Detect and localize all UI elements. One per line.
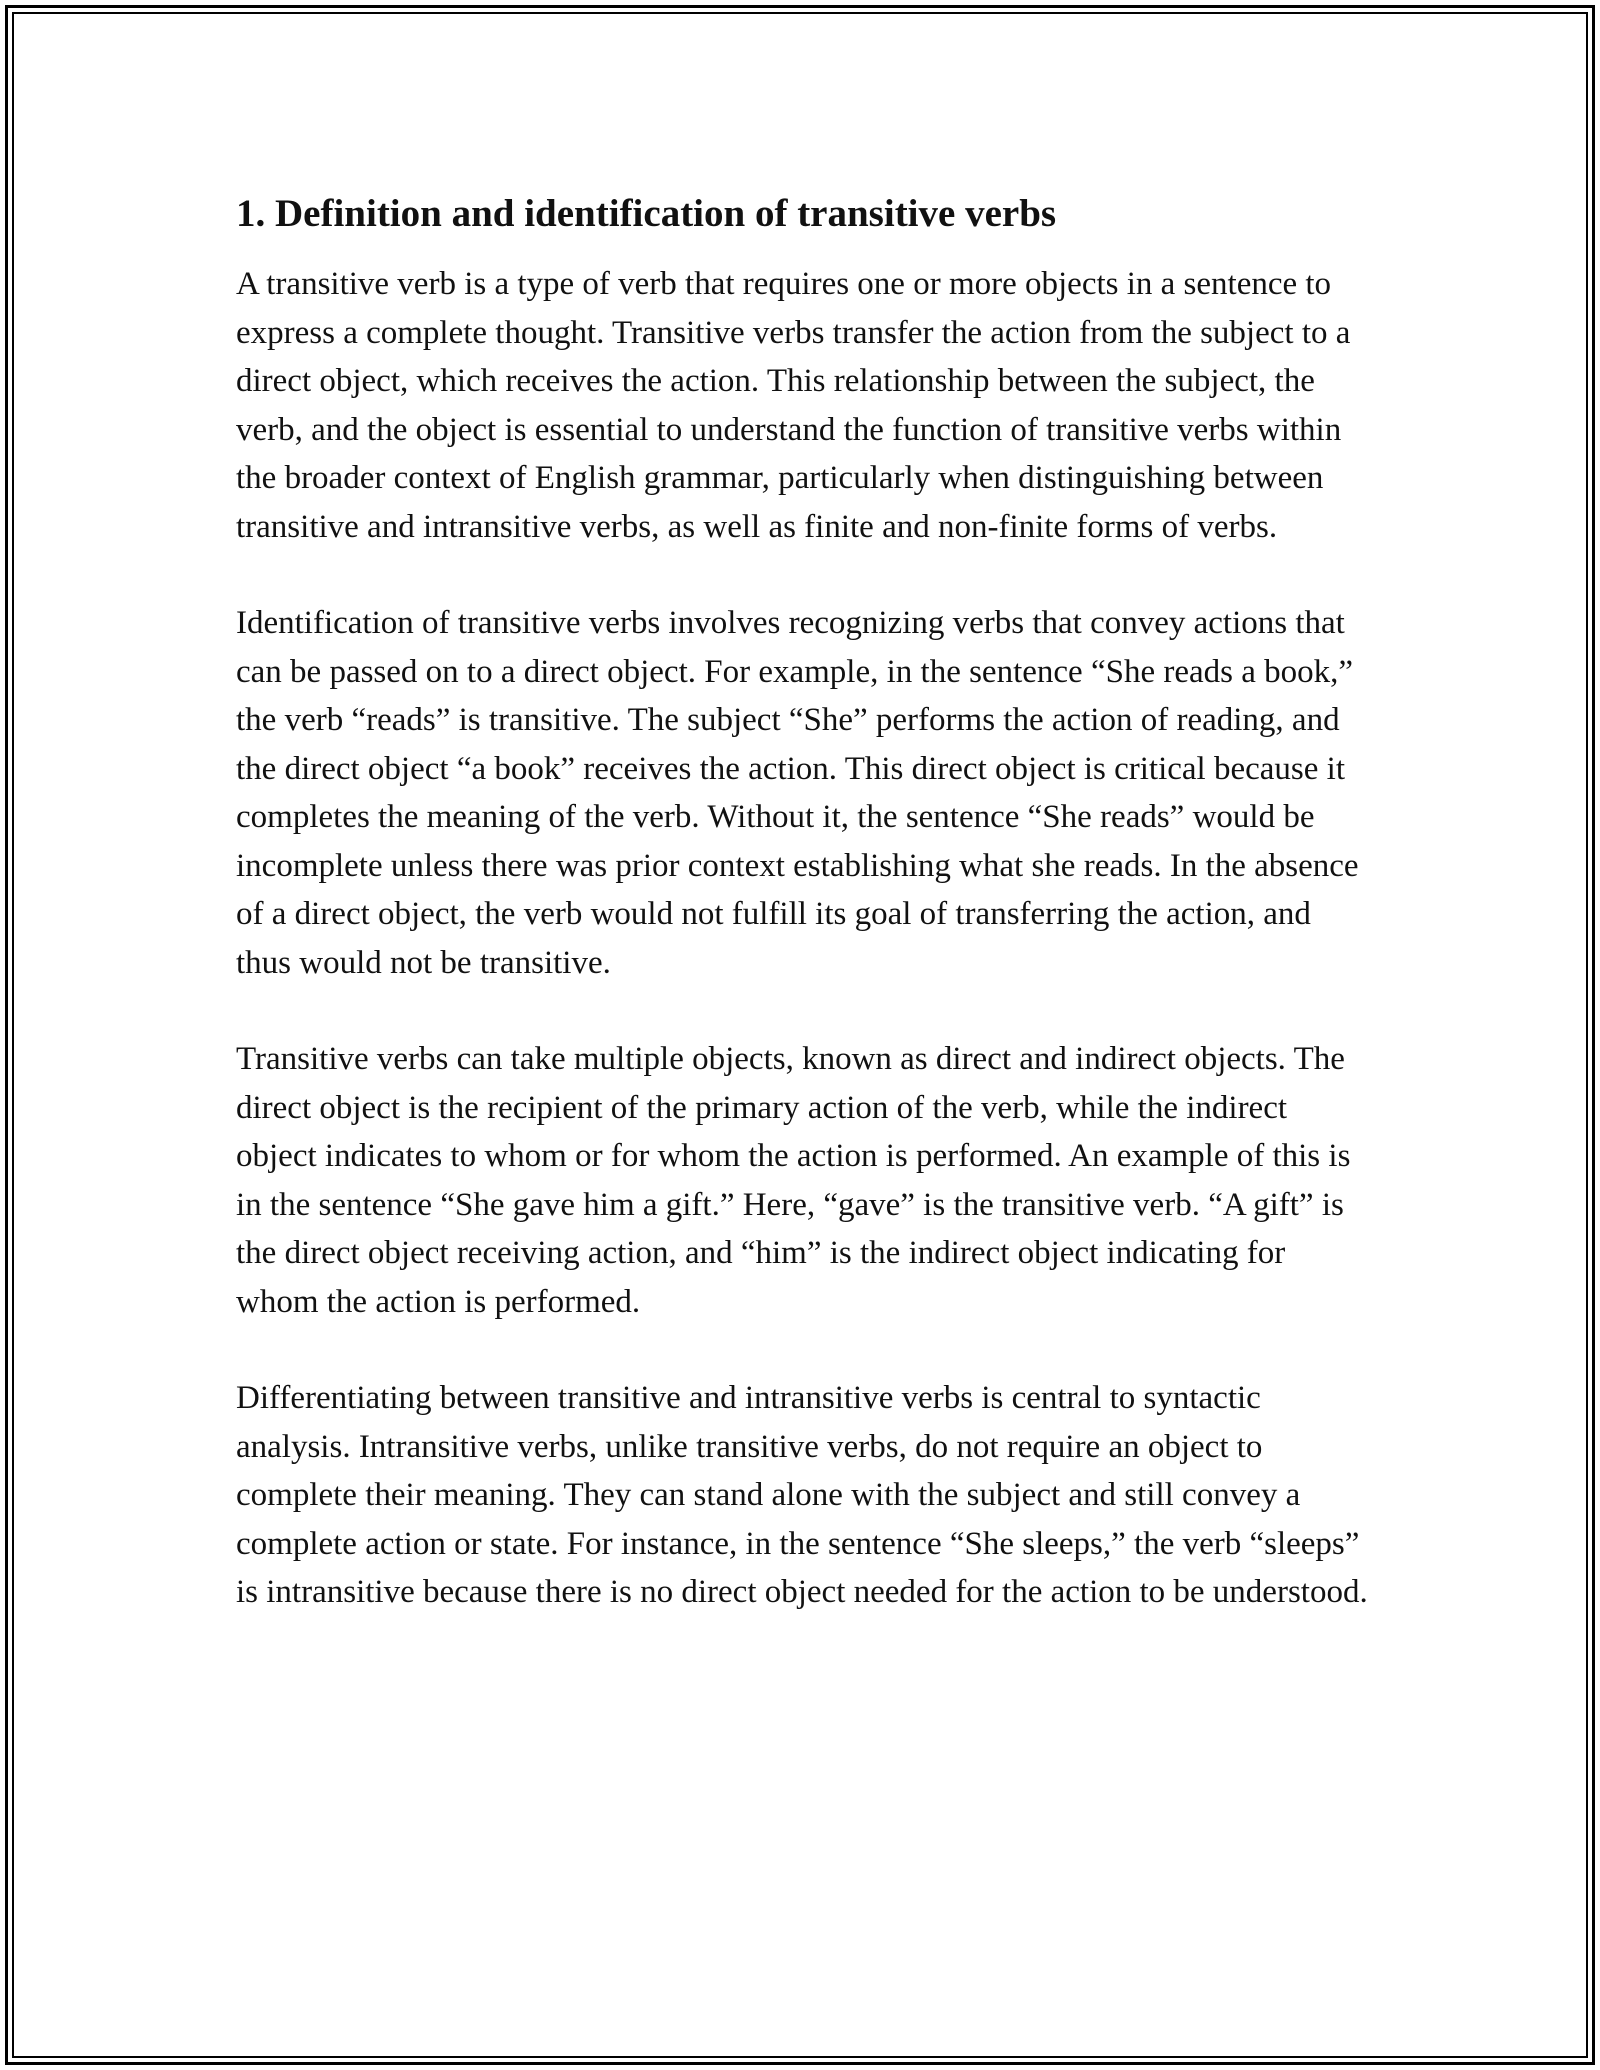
paragraph-identification: Identification of transitive verbs involves recognizing verbs that convey actions that can be passed on to a direct object. For example, in the sentence “She reads a book,” the verb “reads” is transitive. The subject “She” performs the action of reading, and the direct object “a book” receives the action. This direct object is critical because it completes the meaning of the verb. Without it, the sentence “She reads” would be incomplete unless there was prior context establishing what she reads. In the absence of a direct object, the verb would not fulfill its goal of transferring the action, and thus would not be transitive. bbox=[236, 605, 1359, 981]
section-heading: 1. Definition and identification of transitive verbs bbox=[236, 192, 1057, 235]
document-body bbox=[236, 190, 1386, 1665]
paragraph-intransitive-comparison: Differentiating between transitive and intransitive verbs is central to syntactic analysis. Intransitive verbs, unlike transitive verbs, do not require an object to complete their meaning. They can stand alone with the subject and still convey a complete action or state. For instance, in the sentence “She sleeps,” the verb “sleeps” is intransitive because there is no direct object needed for the action to be understood. bbox=[236, 1380, 1368, 1610]
paragraph-multiple-objects: Transitive verbs can take multiple objects, known as direct and indirect objects. The direct object is the recipient of the primary action of the verb, while the indirect object indicates to whom or for whom the action is performed. An example of this is in the sentence “She gave him a gift.” Here, “gave” is the transitive verb. “A gift” is the direct object receiving action, and “him” is the indirect object indicating for whom the action is performed. bbox=[236, 1041, 1351, 1320]
paragraph-definition: A transitive verb is a type of verb that requires one or more objects in a sentence to express a complete thought. Transitive verbs transfer the action from the subject to a direct object, which receives the action. This relationship between the subject, the verb, and the object is essential to understand the function of transitive verbs within the broader context of English grammar, particularly when distinguishing between transitive and intransitive verbs, as well as finite and non-finite forms of verbs. bbox=[236, 266, 1351, 545]
